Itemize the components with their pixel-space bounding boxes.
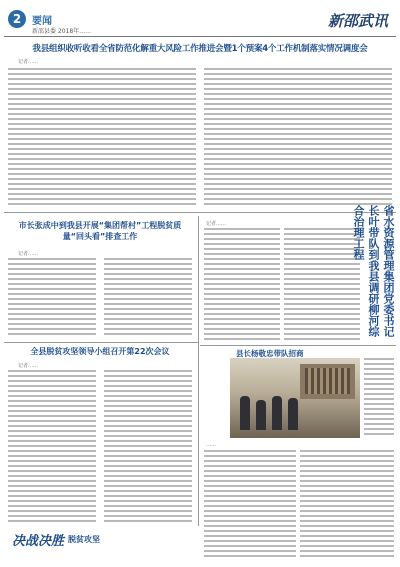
photo-story-col2 [300, 450, 394, 562]
meeting-byline: 记者…… [18, 363, 39, 369]
left-divider [4, 342, 198, 343]
meeting-col1 [8, 370, 96, 525]
campaign-logo: 决战决胜 [12, 534, 65, 549]
photo-story-byline: …… [206, 442, 216, 448]
section-divider [4, 212, 396, 213]
mid-story-col2 [284, 228, 360, 346]
lead-byline: 记者…… [18, 59, 39, 65]
left-story-headline: 市长张成中到我县开展“集团帮村”工程脱贫质量“回头看”排查工作 [18, 221, 182, 241]
photo-side-text [364, 358, 394, 438]
news-photo [230, 358, 360, 438]
meeting-headline: 全县脱贫攻坚领导小组召开第22次会议 [30, 347, 170, 356]
left-story-byline: 记者…… [18, 251, 39, 257]
right-divider [200, 345, 396, 346]
right-story-headline: 省水资源管理集团党委书记长叶带队到我县调研柳河综合治理工程 [352, 205, 395, 337]
section-name: 要闻 [32, 16, 52, 27]
lead-body-col2 [204, 68, 392, 208]
lead-headline: 我县组织收听收看全省防范化解重大风险工作推进会暨1个预案4个工作机制落实情况调度会 [32, 44, 368, 54]
header-rule [4, 36, 396, 37]
campaign-tagline: 脱贫攻坚 [68, 535, 100, 544]
photo-story-headline: 县长杨敬忠带队招商 [236, 349, 304, 358]
mid-story-col1 [204, 228, 280, 346]
left-story-col1 [8, 258, 96, 336]
page-header [4, 6, 396, 40]
page-number: 2 [8, 10, 26, 28]
lead-body-col1 [8, 68, 196, 208]
column-divider [198, 216, 199, 526]
meeting-col2 [104, 370, 192, 525]
photo-story-col1 [204, 450, 296, 562]
mid-story-byline: 记者…… [206, 221, 227, 227]
left-story-col2 [104, 258, 192, 336]
masthead: 新邵武讯 [327, 12, 388, 30]
issue-date: 新邵县委 2018年…… [32, 28, 92, 35]
